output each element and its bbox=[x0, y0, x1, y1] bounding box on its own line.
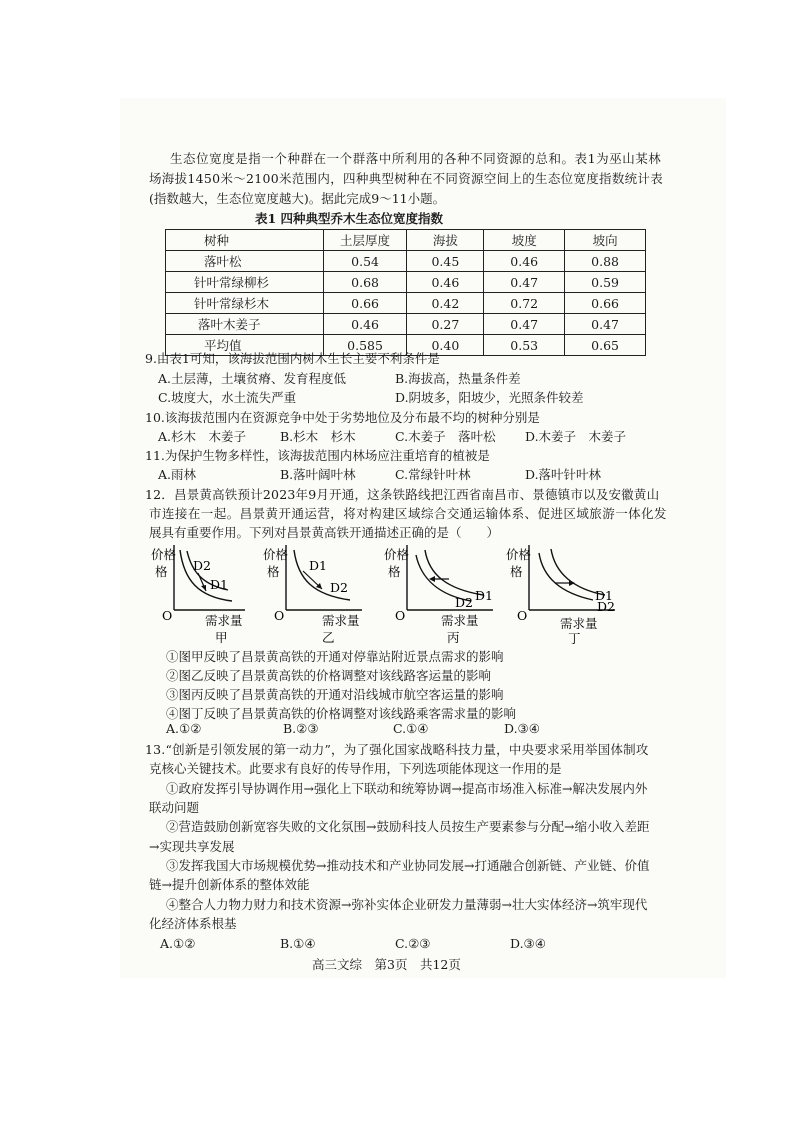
table-cell: 0.42 bbox=[407, 293, 484, 314]
table-cell: 0.54 bbox=[323, 251, 407, 272]
q12-line-2: 市连接在一起。昌景黄开通运营，将对构建区域综合交通运输体系、促进区域旅游一体化发 bbox=[149, 506, 668, 521]
q10-option-d: D.木姜子 木姜子 bbox=[525, 429, 627, 444]
q12-statement-3: ③图丙反映了昌景黄高铁的开通对沿线城市航空客运量的影响 bbox=[166, 687, 504, 702]
q13-option-a: A.①② bbox=[160, 936, 196, 951]
q10-option-b: B.杉木 杉木 bbox=[280, 429, 356, 444]
curve-label-1: D2 bbox=[193, 558, 211, 573]
q12-line-1: 12．昌景黄高铁预计2023年9月开通，这条铁路线把江西省南昌市、景德镇市以及安徽黄山 bbox=[145, 487, 660, 502]
table-header-cell: 海拔 bbox=[407, 230, 484, 251]
table-row bbox=[166, 251, 646, 272]
curve-label-1: D1 bbox=[309, 558, 327, 573]
q12-line-3: 展具有重要作用。下列对昌景黄高铁开通描述正确的是（ ） bbox=[149, 525, 500, 540]
table-cell: 0.59 bbox=[565, 272, 646, 293]
q13-line-1: 13.“创新是引领发展的第一动力”，为了强化国家战略科技力量，中央要求采用举国体制攻 bbox=[145, 742, 649, 757]
q12-option-b: B.②③ bbox=[283, 721, 319, 736]
curve-label-2: D1 bbox=[475, 588, 493, 603]
table-row bbox=[166, 272, 646, 293]
table-header-cell: 坡度 bbox=[484, 230, 565, 251]
table-header-cell: 土层厚度 bbox=[323, 230, 407, 251]
table-cell: 0.66 bbox=[565, 293, 646, 314]
y-axis-label: 价格 bbox=[263, 547, 289, 562]
y-axis-label-2: 格 bbox=[267, 564, 280, 579]
table-cell: 针叶常绿杉木 bbox=[166, 293, 324, 314]
q13-option4-line-2: 化经济体系根基 bbox=[149, 916, 237, 931]
table-cell: 落叶木姜子 bbox=[166, 314, 324, 335]
curve-label-2: D2 bbox=[330, 580, 348, 595]
table-cell: 0.72 bbox=[484, 293, 565, 314]
q9-option-a: A.土层薄，土壤贫瘠、发育程度低 bbox=[158, 371, 347, 386]
intro-line-2: 场海拔1450米～2100米范围内，四种典型树种在不同资源空间上的生态位宽度指数统计表 bbox=[149, 171, 664, 186]
y-axis-label: 价格 bbox=[151, 547, 177, 562]
q11-stem: 11.为保护生物多样性，该海拔范围内林场应注重培育的植被是 bbox=[145, 448, 490, 463]
demand-graph-bing bbox=[383, 545, 508, 655]
table-cell: 0.47 bbox=[484, 314, 565, 335]
q10-stem: 10.该海拔范围内在资源竞争中处于劣势地位及分布最不均的树种分别是 bbox=[145, 410, 540, 425]
q13-option-c: C.②③ bbox=[395, 936, 431, 951]
q12-statement-1: ①图甲反映了昌景黄高铁的开通对停靠站附近景点需求的影响 bbox=[166, 649, 504, 664]
niche-width-table bbox=[165, 229, 646, 356]
table-cell: 0.46 bbox=[407, 272, 484, 293]
q13-line-2: 克核心关键技术。此要求有良好的传导作用，下列选项能体现这一作用的是 bbox=[149, 761, 562, 776]
q9-stem: 9.由表1可知，该海拔范围内树木生长主要不利条件是 bbox=[145, 351, 440, 366]
x-axis-label: 需求量 bbox=[205, 613, 243, 628]
x-axis-label: 需求量 bbox=[441, 613, 479, 628]
q13-option-b: B.①④ bbox=[280, 936, 316, 951]
table-row bbox=[166, 293, 646, 314]
table-cell: 平均值 bbox=[166, 335, 324, 356]
table-cell: 0.88 bbox=[565, 251, 646, 272]
table-cell: 0.47 bbox=[484, 272, 565, 293]
q9-option-b: B.海拔高，热量条件差 bbox=[395, 371, 521, 386]
graph-name: 甲 bbox=[215, 630, 228, 645]
table-cell: 0.53 bbox=[484, 335, 565, 356]
q13-option2-line-1: ②营造鼓励创新宽容失败的文化氛围→鼓励科技人员按生产要素参与分配→缩小收入差距 bbox=[166, 819, 650, 834]
table-row bbox=[166, 314, 646, 335]
table-cell: 落叶松 bbox=[166, 251, 324, 272]
table-cell: 0.66 bbox=[323, 293, 407, 314]
q12-statement-2: ②图乙反映了昌景黄高铁的价格调整对该线路客运量的影响 bbox=[166, 668, 492, 683]
table-cell: 0.45 bbox=[407, 251, 484, 272]
y-axis-label-2: 格 bbox=[388, 564, 401, 579]
demand-graph-jia bbox=[150, 545, 275, 655]
q9-option-d: D.阴坡多，阳坡少，光照条件较差 bbox=[395, 390, 584, 405]
q13-option2-line-2: →实现共享发展 bbox=[149, 839, 235, 854]
q13-option3-line-2: 链→提升创新体系的整体效能 bbox=[149, 877, 310, 892]
q10-option-c: C.木姜子 落叶松 bbox=[395, 429, 496, 444]
q13-option4-line-1: ④整合人力物力财力和技术资源→弥补实体企业研发力量薄弱→壮大实体经济→筑牢现代 bbox=[166, 897, 648, 912]
graph-name: 丙 bbox=[447, 630, 460, 645]
table-caption: 表1 四种典型乔木生态位宽度指数 bbox=[255, 211, 444, 226]
curve-label-1: D2 bbox=[455, 595, 473, 610]
origin-label: O bbox=[395, 608, 406, 623]
q13-option3-line-1: ③发挥我国大市场规模优势→推动技术和产业协同发展→打通融合创新链、产业链、价值 bbox=[166, 858, 650, 873]
origin-label: O bbox=[274, 608, 285, 623]
demand-graph-yi bbox=[262, 545, 387, 655]
table-cell: 0.46 bbox=[484, 251, 565, 272]
table-cell: 0.68 bbox=[323, 272, 407, 293]
q10-option-a: A.杉木 木姜子 bbox=[158, 429, 247, 444]
table-cell: 0.65 bbox=[565, 335, 646, 356]
q11-option-a: A.雨林 bbox=[158, 467, 197, 482]
graph-name: 乙 bbox=[322, 630, 335, 645]
y-axis-label-2: 格 bbox=[510, 564, 523, 579]
origin-label: O bbox=[162, 608, 173, 623]
table-header-cell: 坡向 bbox=[565, 230, 646, 251]
y-axis-label: 价格 bbox=[384, 547, 410, 562]
intro-line-3: (指数越大，生态位宽度越大)。据此完成9～11小题。 bbox=[149, 191, 446, 206]
q13-option1-line-1: ①政府发挥引导协调作用→强化上下联动和统筹协调→提高市场准入标准→解决发展内外 bbox=[166, 781, 648, 796]
intro-line-1: 生态位宽度是指一个种群在一个群落中所利用的各种不同资源的总和。表1为巫山某林 bbox=[170, 151, 662, 166]
x-axis-label: 需求量 bbox=[560, 616, 598, 631]
q11-option-b: B.落叶阔叶林 bbox=[280, 467, 356, 482]
q11-option-d: D.落叶针叶林 bbox=[525, 467, 602, 482]
table-header-row bbox=[166, 230, 646, 251]
curve-label-2: D2 bbox=[597, 599, 615, 614]
curve-label-2: D1 bbox=[210, 577, 228, 592]
table-cell: 针叶常绿柳杉 bbox=[166, 272, 324, 293]
demand-graph-ding bbox=[505, 545, 630, 655]
q13-option1-line-2: 联动问题 bbox=[149, 800, 200, 815]
q12-option-a: A.①② bbox=[166, 721, 202, 736]
arrow-head bbox=[569, 580, 575, 586]
arrow-head bbox=[201, 585, 206, 591]
table-cell: 0.585 bbox=[323, 335, 407, 356]
q12-option-c: C.①④ bbox=[393, 721, 429, 736]
q13-option-d: D.③④ bbox=[510, 936, 546, 951]
table-cell: 0.47 bbox=[565, 314, 646, 335]
curve-label-1: D1 bbox=[595, 588, 613, 603]
x-axis-label: 需求量 bbox=[322, 613, 360, 628]
q11-option-c: C.常绿针叶林 bbox=[395, 467, 471, 482]
graph-name: 丁 bbox=[568, 631, 581, 646]
origin-label: O bbox=[517, 608, 528, 623]
q9-option-c: C.坡度大，水土流失严重 bbox=[158, 390, 297, 405]
table-header-cell: 树种 bbox=[166, 230, 324, 251]
demand-curve-inner bbox=[539, 553, 593, 600]
page-footer: 高三文综 第3页 共12页 bbox=[312, 957, 461, 972]
table-cell: 0.27 bbox=[407, 314, 484, 335]
q12-option-d: D.③④ bbox=[504, 721, 540, 736]
q12-statement-4: ④图丁反映了昌景黄高铁的价格调整对该线路乘客需求量的影响 bbox=[166, 706, 517, 721]
y-axis-label-2: 格 bbox=[155, 564, 168, 579]
table-cell: 0.46 bbox=[323, 314, 407, 335]
table-cell: 0.40 bbox=[407, 335, 484, 356]
y-axis-label: 价格 bbox=[506, 547, 532, 562]
